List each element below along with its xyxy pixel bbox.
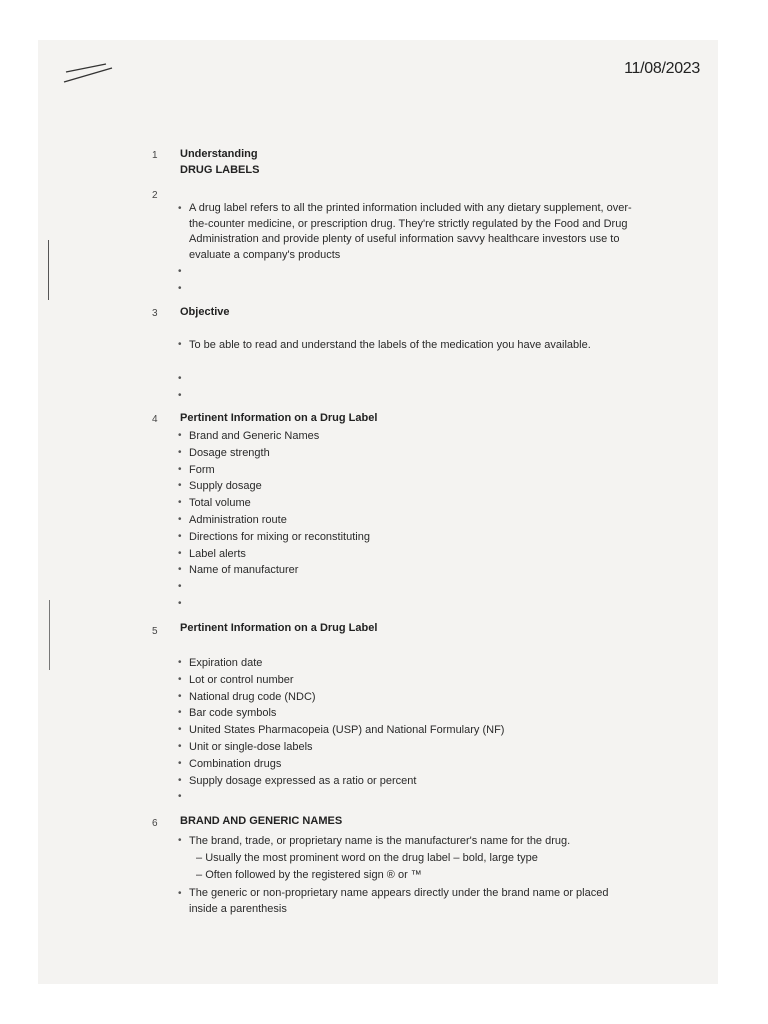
list-item: • Combination drugs [178, 756, 504, 773]
list-item: • Administration route [178, 512, 370, 529]
slide-number: 3 [152, 308, 158, 319]
brand-sub-bullet: – Usually the most prominent word on the drug label – bold, large type [178, 850, 648, 867]
empty-bullet [178, 579, 370, 596]
drug-label-definition: • A drug label refers to all the printed information included with any dietary supplement, over-the-counter medicine, or prescription drug. They're strictly regulated by the Food and Drug Administration and provide plenty of useful information savvy healthcare investors use to evaluate a company's products [178, 201, 649, 263]
empty-bullet [178, 388, 189, 405]
slide-title: Pertinent Information on a Drug Label [180, 412, 378, 424]
list-item: • Total volume [178, 495, 370, 512]
list-item: • Lot or control number [178, 672, 504, 689]
list-item: • National drug code (NDC) [178, 689, 504, 706]
brand-generic-list [178, 833, 648, 883]
empty-bullets [178, 371, 189, 405]
list-item: • Expiration date [178, 655, 504, 672]
list-item: • United States Pharmacopeia (USP) and National Formulary (NF) [178, 722, 504, 739]
list-item: • Name of manufacturer [178, 562, 370, 579]
pertinent-info-list [178, 428, 370, 613]
list-item: • Supply dosage [178, 478, 370, 495]
slide-title: BRAND AND GENERIC NAMES [180, 815, 343, 827]
empty-bullet [178, 596, 370, 613]
slide-number: 4 [152, 414, 158, 425]
list-item: • Unit or single-dose labels [178, 739, 504, 756]
slide-number: 1 [152, 150, 158, 161]
empty-bullet [178, 264, 189, 281]
list-item: • Supply dosage expressed as a ratio or percent [178, 773, 504, 790]
pen-stroke-mark [62, 56, 118, 96]
objective-bullet: • To be able to read and understand the labels of the medication you have available. [178, 337, 591, 354]
brand-sub-bullet: – Often followed by the registered sign ® or ™ [178, 867, 648, 884]
slide-title-line2: DRUG LABELS [180, 164, 260, 176]
slide-number: 2 [152, 190, 158, 201]
empty-bullet [178, 789, 504, 806]
list-item: • Bar code symbols [178, 705, 504, 722]
slide-number: 6 [152, 818, 158, 829]
list-item: • Form [178, 462, 370, 479]
objective-list [178, 337, 591, 354]
slide-title: Objective [180, 306, 230, 318]
empty-bullets [178, 264, 189, 298]
slide-title-line1: Understanding [180, 148, 258, 160]
handwritten-date: 11/08/2023 [624, 60, 700, 77]
scan-edge-mark [48, 240, 49, 300]
slide-number: 5 [152, 626, 158, 637]
brand-name-bullet: • The brand, trade, or proprietary name is the manufacturer's name for the drug. [178, 833, 648, 850]
empty-bullet [178, 281, 189, 298]
list-item: • Directions for mixing or reconstituting [178, 529, 370, 546]
slide-title: Pertinent Information on a Drug Label [180, 622, 378, 634]
list-item: • Brand and Generic Names [178, 428, 370, 445]
list-item: • Dosage strength [178, 445, 370, 462]
pertinent-info-list [178, 655, 504, 806]
generic-name-bullet: • The generic or non-proprietary name appears directly under the brand name or placed inside a parenthesis [178, 886, 619, 917]
list-item: • Label alerts [178, 546, 370, 563]
scan-edge-mark [49, 600, 50, 670]
empty-bullet [178, 371, 189, 388]
